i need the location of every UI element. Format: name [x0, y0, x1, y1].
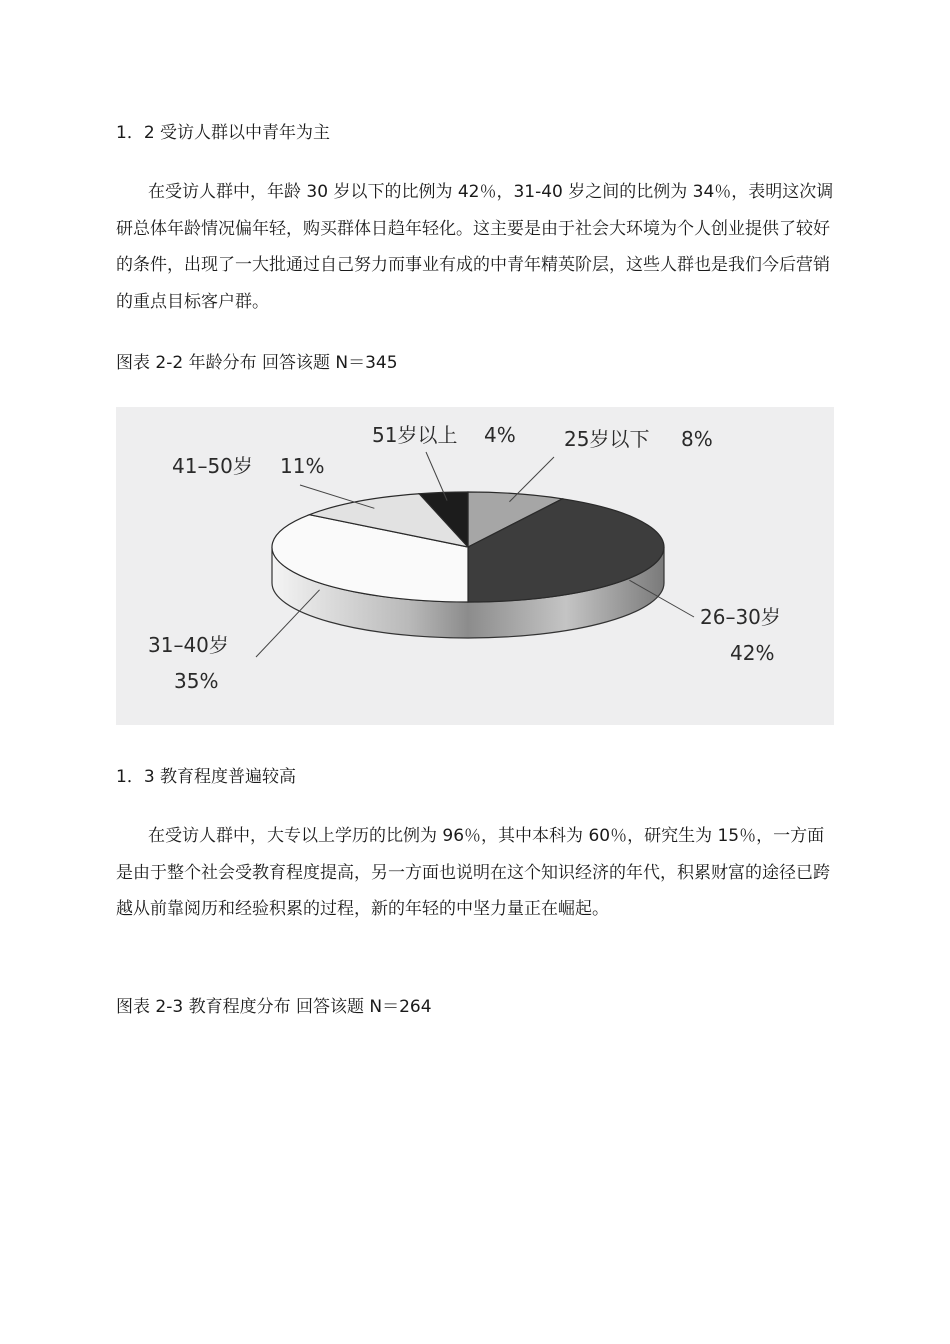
age-pie-chart-figure	[116, 407, 834, 725]
label-51-plus-pct: 4%	[484, 423, 516, 447]
section-heading-1-2: 1．2 受访人群以中青年为主	[116, 123, 331, 143]
paragraph-age: 在受访人群中，年龄 30 岁以下的比例为 42％，31-40 岁之间的比例为 34％，表明这次调研总体年龄情况偏年轻，购买群体日趋年轻化。这主要是由于社会大环境为个人创业提供了较好的条件，出现了一大批通过自己努力而事业有成的中青年精英阶层，这些人群也是我们今后营销的重点目标客户群。	[116, 182, 834, 312]
label-26-30-pct: 42%	[730, 641, 775, 665]
label-under-25-pct: 8%	[681, 427, 713, 451]
label-26-30: 26–30岁	[700, 605, 781, 629]
figure-caption-2-2: 图表 2-2 年龄分布 回答该题 N＝345	[116, 353, 398, 373]
label-31-40: 31–40岁	[148, 633, 229, 657]
label-41-50-pct: 11%	[280, 454, 325, 478]
leader-line-4	[300, 485, 374, 508]
age-pie-chart	[116, 407, 834, 725]
paragraph-education: 在受访人群中，大专以上学历的比例为 96％，其中本科为 60％，研究生为 15％，一方面是由于整个社会受教育程度提高，另一方面也说明在这个知识经济的年代，积累财富的途径已跨越从前靠阅历和经验积累的过程，新的年轻的中坚力量正在崛起。	[116, 826, 830, 919]
section-heading-1-3: 1．3 教育程度普遍较高	[116, 767, 297, 787]
figure-caption-2-3: 图表 2-3 教育程度分布 回答该题 N＝264	[116, 997, 432, 1017]
label-51-plus: 51岁以上	[372, 423, 458, 447]
label-41-50: 41–50岁	[172, 454, 253, 478]
pie-top-slices	[272, 492, 664, 602]
label-31-40-pct: 35%	[174, 669, 219, 693]
label-under-25: 25岁以下	[564, 427, 650, 451]
